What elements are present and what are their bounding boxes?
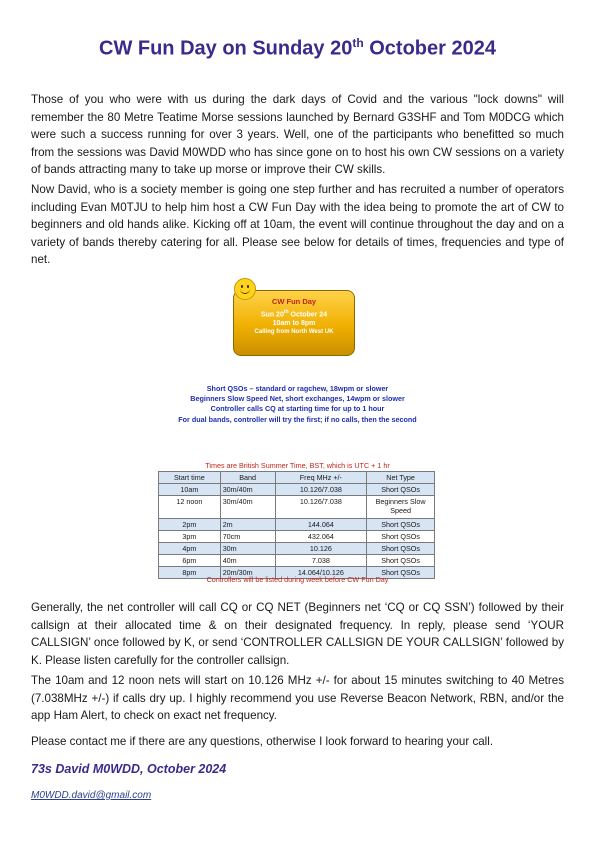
table-row	[159, 543, 435, 555]
cell-start-time: 12 noon	[159, 496, 221, 519]
email-link[interactable]: M0WDD.david@gmail.com	[31, 790, 152, 801]
table-row	[159, 555, 435, 567]
cell-start-time: 6pm	[159, 555, 221, 567]
cell-start-time: 10am	[159, 484, 221, 496]
table-row	[159, 496, 435, 519]
table-row	[159, 484, 435, 496]
cell-net-type: Short QSOs	[367, 567, 435, 579]
smiley-face-icon	[234, 278, 256, 300]
column-header: Start time	[159, 472, 221, 484]
title-text: CW Fun Day on Sunday 20	[99, 37, 353, 60]
banner-date-tail: October 24	[288, 311, 328, 319]
cell-band: 2m	[220, 519, 275, 531]
column-header: Freq MHz +/-	[275, 472, 367, 484]
banner-date-sup: th	[283, 309, 289, 315]
event-banner	[233, 290, 355, 356]
banner-date-main: Sun 20	[260, 311, 284, 319]
column-header: Net Type	[367, 472, 435, 484]
banner-title: CW Fun Day	[271, 297, 317, 306]
cell-frequency: 432.064	[275, 531, 367, 543]
table-row	[159, 531, 435, 543]
event-paragraph: Now David, who is a society member is going one step further and has recruited a number of operators including Evan M0TJU to help him host a CW Fun Day with the idea being to promote the art of CW to beginners and old hands alike. Kicking off at 10am, the event will continue throughout the day and on a variety of bands thereby catering for all. Please see below for details of times, frequencies and type of net.	[31, 183, 564, 267]
signature: 73s David M0WDD, October 2024	[31, 762, 227, 776]
note-line: For dual bands, controller will try the first; if no calls, then the second	[178, 414, 417, 424]
banner-time: 10am to 8pm	[272, 320, 316, 328]
cell-net-type: Beginners Slow Speed	[367, 496, 435, 519]
banner-date	[234, 309, 354, 318]
banner-location: Calling from North West UK	[254, 329, 334, 336]
cell-start-time: 3pm	[159, 531, 221, 543]
cell-net-type: Short QSOs	[367, 555, 435, 567]
cell-band: 30m/40m	[220, 484, 275, 496]
cell-start-time: 4pm	[159, 543, 221, 555]
cell-band: 30m/40m	[220, 496, 275, 519]
cell-frequency: 10.126/7.038	[275, 484, 367, 496]
table-header-row	[159, 472, 435, 484]
cell-band: 40m	[220, 555, 275, 567]
net-notes	[0, 384, 595, 425]
cell-band: 20m/30m	[220, 567, 275, 579]
cell-frequency: 10.126/7.038	[275, 496, 367, 519]
note-line: Controller calls CQ at starting time for up to 1 hour	[210, 404, 385, 414]
smiley-mouth	[240, 288, 250, 294]
cell-frequency: 14.064/10.126	[275, 567, 367, 579]
table-row	[159, 519, 435, 531]
cell-net-type: Short QSOs	[367, 543, 435, 555]
cell-frequency: 10.126	[275, 543, 367, 555]
title-tail: October 2024	[363, 37, 496, 60]
controllers-note: Controllers will be listed during week before CW Fun Day	[206, 575, 389, 584]
note-line: Beginners Slow Speed Net, short exchanges, 14wpm or slower	[190, 394, 405, 404]
cell-band: 30m	[220, 543, 275, 555]
cell-start-time: 2pm	[159, 519, 221, 531]
column-header: Band	[220, 472, 275, 484]
cell-frequency: 144.064	[275, 519, 367, 531]
cell-frequency: 7.038	[275, 555, 367, 567]
cell-start-time: 8pm	[159, 567, 221, 579]
title-sup: th	[352, 36, 364, 50]
cell-net-type: Short QSOs	[367, 531, 435, 543]
frequency-paragraph: The 10am and 12 noon nets will start on 10.126 MHz +/- for about 15 minutes switching to 40 Metres (7.038MHz +/-) if calls dry up. I highly recommend you use Reverse Beacon Network, RBN, and/or the app Ham Alert, to check on exact net frequency.	[31, 674, 564, 723]
intro-paragraph: Those of you who were with us during the dark days of Covid and the various "lock downs" will remember the 80 Metre Teatime Morse sessions launched by Bernard G3SHF and Tom M0DCG which were such a success running for over 3 years. Well, one of the participants who benefitted so much from the sessions was David M0WDD who has since gone on to host his own CW sessions on a variety of bands attracting many to take up morse or improve their CW skills.	[31, 93, 564, 177]
contact-paragraph: Please contact me if there are any questions, otherwise I look forward to hearing your call.	[31, 735, 494, 748]
note-line: Short QSOs – standard or ragchew, 18wpm or slower	[206, 384, 389, 393]
cell-band: 70cm	[220, 531, 275, 543]
schedule-table	[158, 471, 435, 579]
page-title	[0, 36, 595, 61]
procedure-paragraph: Generally, the net controller will call CQ or CQ NET (Beginners net ‘CQ or CQ SSN’) followed by their callsign at their allocated time & on their designated frequency. In reply, please send ‘YOUR CALLSIGN’ once followed by K, or send ‘CONTROLLER CALLSIGN DE YOUR CALLSIGN’ followed by K. Please listen carefully for the controller callsign.	[31, 601, 564, 667]
cell-net-type: Short QSOs	[367, 519, 435, 531]
timezone-note: Times are British Summer Time, BST, which is UTC + 1 hr	[205, 461, 390, 470]
cell-net-type: Short QSOs	[367, 484, 435, 496]
